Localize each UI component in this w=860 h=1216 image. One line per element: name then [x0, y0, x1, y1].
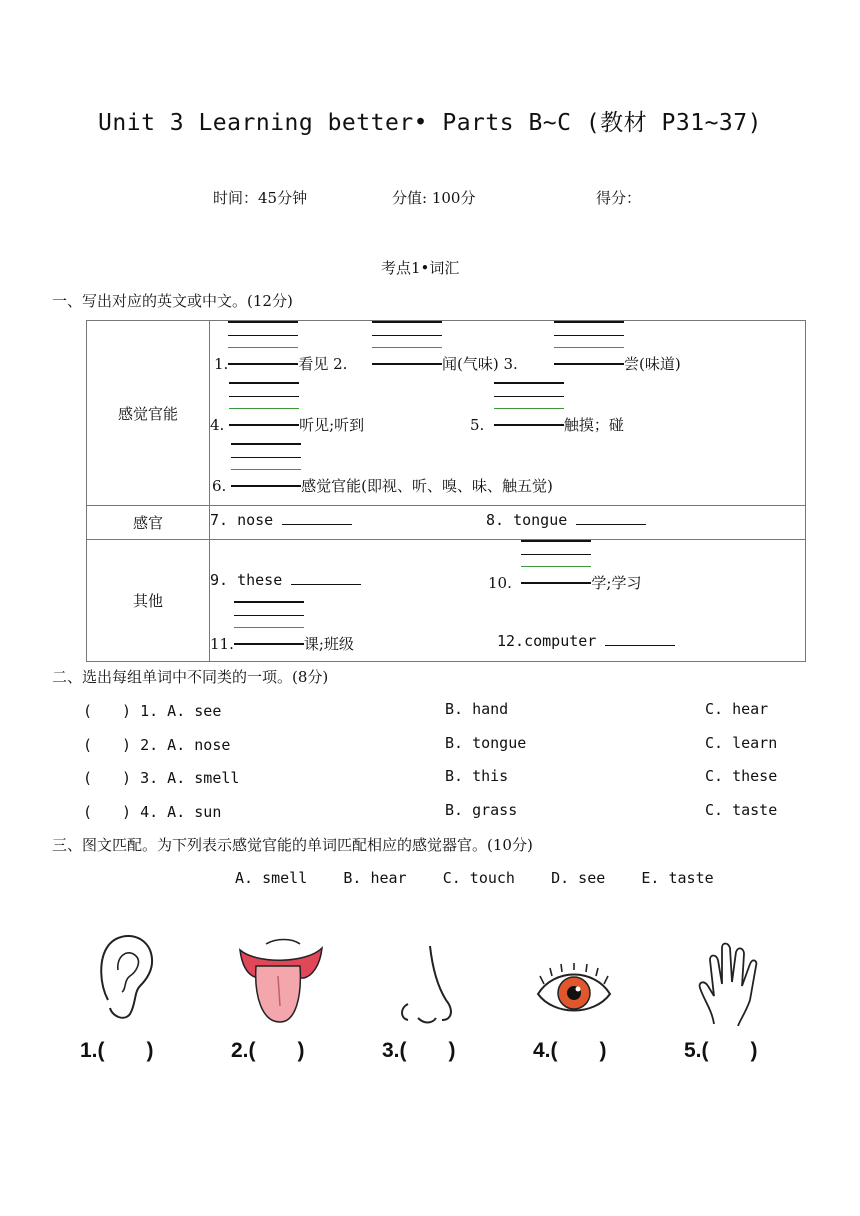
organs-cell	[210, 506, 806, 540]
kaodian-heading: 考点1•词汇	[381, 259, 460, 277]
time-label: 时间：45分钟	[213, 189, 308, 207]
answer-blank[interactable]	[576, 510, 646, 525]
question-2-option-c: C. learn	[705, 734, 778, 752]
vocab-item-1: 1. 看见 2.	[214, 351, 347, 374]
row-label-organs: 感官	[87, 506, 210, 540]
nose-icon	[394, 944, 466, 1026]
picture-label-3: 3.( )	[382, 1039, 456, 1062]
question-4-option-c: C. taste	[705, 801, 778, 819]
question-1-stem: ( ) 1. A. see	[83, 702, 222, 720]
question-3-option-c: C. these	[705, 767, 778, 785]
vocab-table	[86, 320, 806, 662]
vocab-item-8: 8. tongue	[486, 510, 646, 529]
row-label-others: 其他	[87, 540, 210, 662]
question-2-option-b: B. tongue	[445, 734, 527, 752]
vocab-item-2: 闻(气味) 3.	[372, 351, 518, 374]
question-1-option-c: C. hear	[705, 700, 769, 718]
vocab-item-6: 6. 感觉官能(即视、听、嗅、味、触五觉)	[212, 473, 553, 496]
picture-label-5: 5.( )	[684, 1039, 758, 1062]
vocab-item-11: 11. 课;班级	[210, 631, 354, 654]
vocab-item-7: 7. nose	[210, 510, 352, 529]
answer-blank[interactable]	[372, 351, 442, 369]
vocab-item-5: 5. 触摸；碰	[470, 412, 624, 435]
answer-blank[interactable]	[554, 351, 624, 369]
answer-blank[interactable]	[291, 570, 361, 585]
section3-heading: 三、图文匹配。为下列表示感觉官能的单词匹配相应的感觉器官。(10分)	[52, 836, 533, 854]
senses-cell	[210, 321, 806, 506]
question-3-stem: ( ) 3. A. smell	[83, 769, 240, 787]
vocab-item-10: 10. 学;学习	[488, 570, 641, 593]
got-label: 得分：	[596, 189, 642, 207]
row-label-senses: 感觉官能	[87, 321, 210, 506]
question-2-stem: ( ) 2. A. nose	[83, 736, 231, 754]
question-1-option-b: B. hand	[445, 700, 509, 718]
picture-label-4: 4.( )	[533, 1039, 607, 1062]
question-4-stem: ( ) 4. A. sun	[83, 803, 222, 821]
section2-heading: 二、选出每组单词中不同类的一项。(8分)	[52, 668, 329, 686]
score-label: 分值: 100分	[392, 189, 476, 207]
vocab-item-3: 尝(味道)	[554, 351, 681, 374]
question-3-option-b: B. this	[445, 767, 509, 785]
answer-blank[interactable]	[605, 631, 675, 646]
answer-blank[interactable]	[494, 412, 564, 430]
hand-icon	[694, 940, 764, 1026]
answer-blank[interactable]	[229, 412, 299, 430]
eye-icon	[534, 962, 614, 1024]
page-title: Unit 3 Learning better• Parts B~C (教材 P31~37)	[98, 110, 762, 136]
section1-heading: 一、写出对应的英文或中文。(12分)	[52, 292, 293, 310]
answer-blank[interactable]	[228, 351, 298, 369]
answer-blank[interactable]	[231, 473, 301, 491]
vocab-item-9: 9. these	[210, 570, 361, 589]
vocab-item-12: 12.computer	[497, 631, 675, 650]
answer-blank[interactable]	[521, 570, 591, 588]
picture-label-1: 1.( )	[80, 1039, 154, 1062]
match-options: A. smell B. hear C. touch D. see E. taste	[235, 869, 714, 887]
question-4-option-b: B. grass	[445, 801, 518, 819]
picture-label-2: 2.( )	[231, 1039, 305, 1062]
ear-icon	[96, 930, 158, 1022]
answer-blank[interactable]	[234, 631, 304, 649]
others-cell	[210, 540, 806, 662]
tongue-icon	[236, 936, 328, 1026]
vocab-item-4: 4. 听见;听到	[210, 412, 364, 435]
answer-blank[interactable]	[282, 510, 352, 525]
